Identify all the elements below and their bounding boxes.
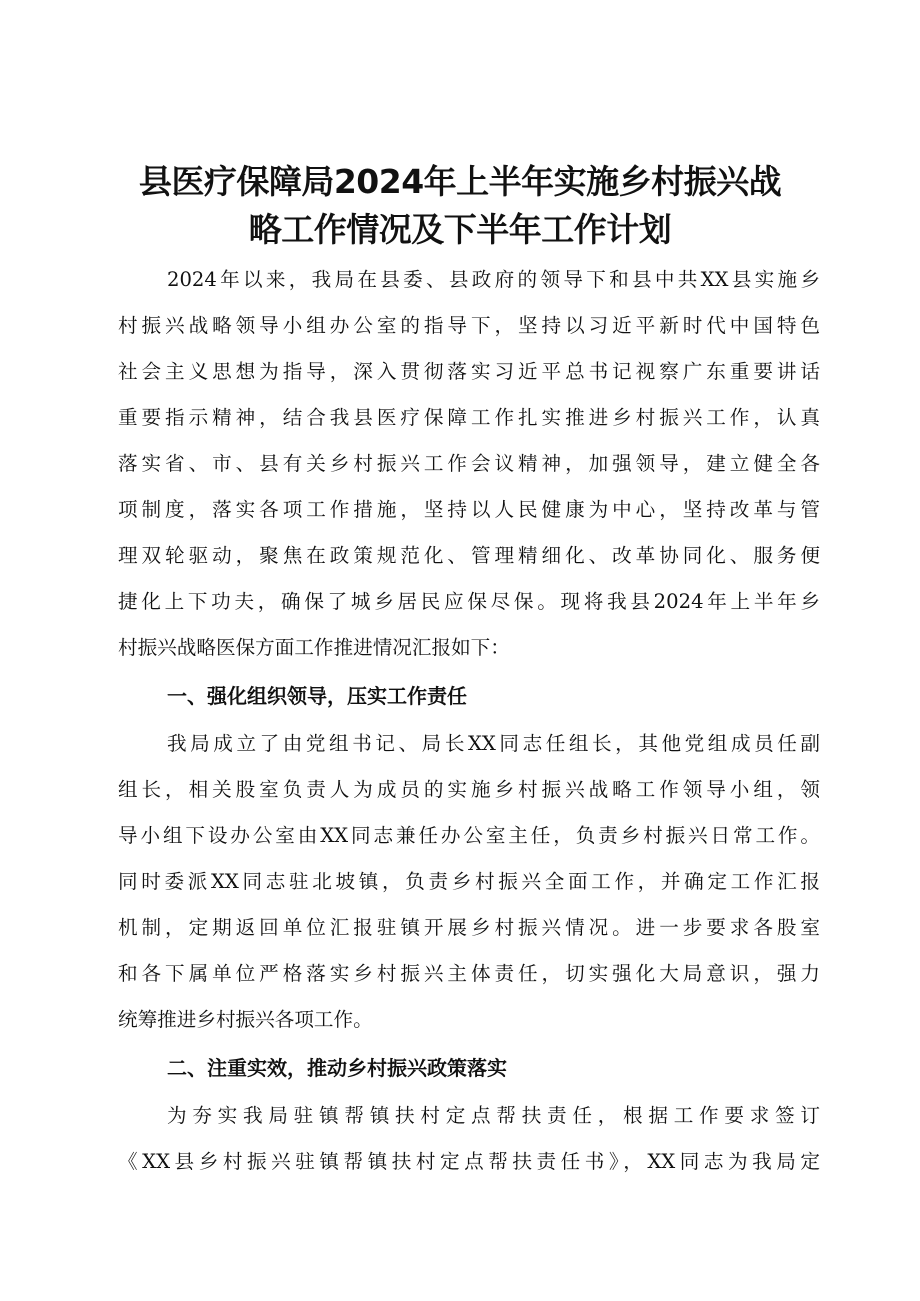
section-2-heading: 二、注重实效，推动乡村振兴政策落实 (167, 1056, 507, 1080)
intro-line-8: 捷化上下功夫，确保了城乡居民应保尽保。现将我县2024年上半年乡 (118, 590, 820, 613)
section-2-line-1: 为夯实我局驻镇帮镇扶村定点帮扶责任，根据工作要求签订 (167, 1104, 820, 1127)
section-1-line-3: 导小组下设办公室由XX同志兼任办公室主任，负责乡村振兴日常工作。 (118, 824, 820, 847)
section-1-line-5: 机制，定期返回单位汇报驻镇开展乡村振兴情况。进一步要求各股室 (118, 916, 820, 939)
intro-line-4: 重要指示精神，结合我县医疗保障工作扎实推进乡村振兴工作，认真 (118, 406, 820, 429)
section-1-line-7: 统筹推进乡村振兴各项工作。 (118, 1008, 373, 1031)
intro-line-6: 项制度，落实各项工作措施，坚持以人民健康为中心，坚持改革与管 (118, 498, 820, 521)
section-1-line-4: 同时委派XX同志驻北坡镇，负责乡村振兴全面工作，并确定工作汇报 (118, 870, 820, 893)
intro-line-3: 社会主义思想为指导，深入贯彻落实习近平总书记视察广东重要讲话 (118, 360, 820, 383)
intro-line-9: 村振兴战略医保方面工作推进情况汇报如下： (118, 636, 510, 659)
intro-line-7: 理双轮驱动，聚焦在政策规范化、管理精细化、改革协同化、服务便 (118, 544, 820, 567)
section-1-line-6: 和各下属单位严格落实乡村振兴主体责任，切实强化大局意识，强力 (118, 962, 820, 985)
intro-line-2: 村振兴战略领导小组办公室的指导下，坚持以习近平新时代中国特色 (118, 314, 820, 337)
section-1-line-1: 我局成立了由党组书记、局长XX同志任组长，其他党组成员任副 (167, 732, 820, 755)
section-2-line-2: 《XX县乡村振兴驻镇帮镇扶村定点帮扶责任书》，XX同志为我局定 (118, 1150, 820, 1173)
intro-line-1: 2024年以来，我局在县委、县政府的领导下和县中共XX县实施乡 (167, 268, 820, 291)
section-1-line-2: 组长，相关股室负责人为成员的实施乡村振兴战略工作领导小组，领 (118, 778, 820, 801)
intro-line-5: 落实省、市、县有关乡村振兴工作会议精神，加强领导，建立健全各 (118, 452, 820, 475)
section-1-heading: 一、强化组织领导，压实工作责任 (167, 684, 467, 708)
document-title-line-1: 县医疗保障局2024年上半年实施乡村振兴战 (138, 162, 782, 201)
document-title-line-2: 略工作情况及下半年工作计划 (248, 210, 672, 249)
